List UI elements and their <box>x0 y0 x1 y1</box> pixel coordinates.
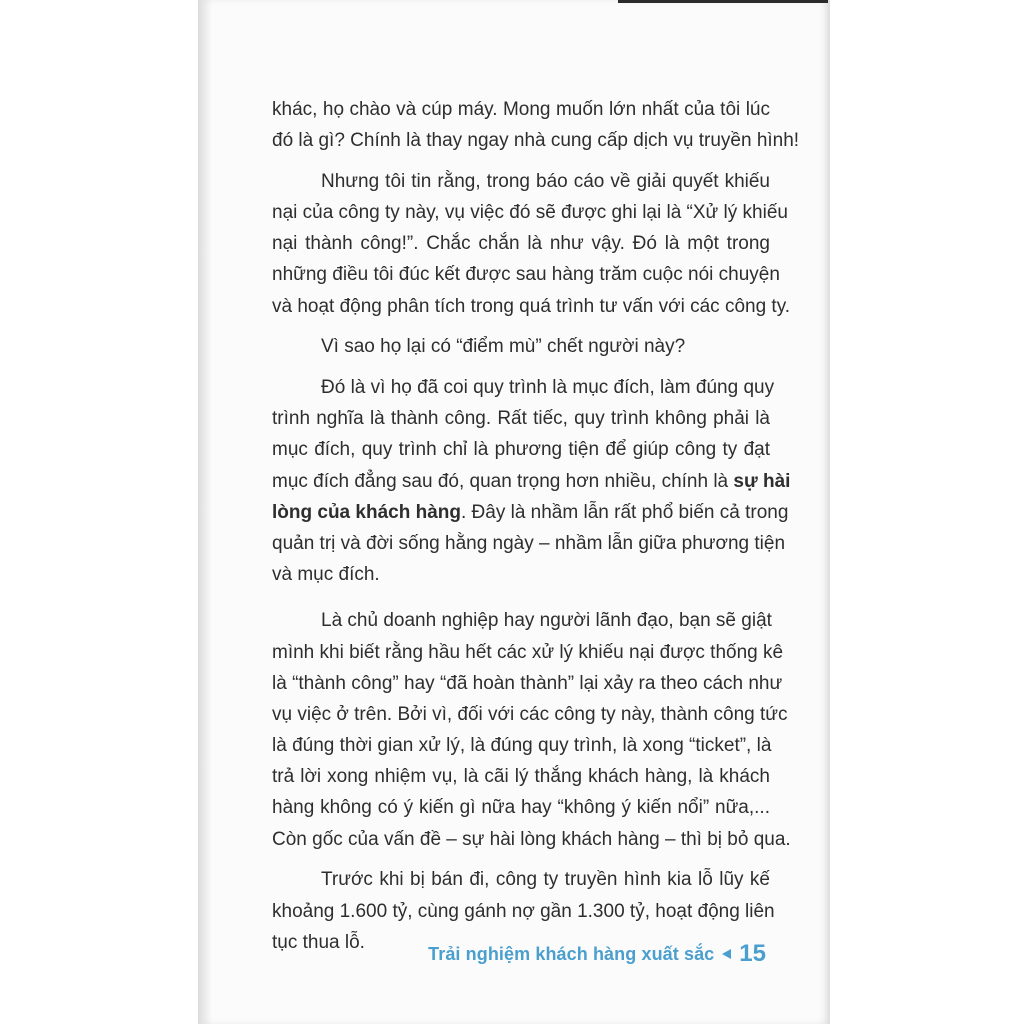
text-line: mục đích, quy trình chỉ là phương tiện để giúp công ty đạt <box>272 439 770 461</box>
book-title: Trải nghiệm khách hàng xuất sắc <box>428 943 715 964</box>
text-line: Còn gốc của vấn đề – sự hài lòng khách hàng – thì bị bỏ qua. <box>272 828 791 850</box>
next-page-edge <box>618 0 828 3</box>
text-line <box>272 497 789 528</box>
text-line: nại thành công!”. Chắc chắn là như vậy. Đó là một trong <box>272 233 770 255</box>
text-line: trả lời xong nhiệm vụ, là cãi lý thắng khách hàng, là khách <box>272 766 770 788</box>
text-line: Vì sao họ lại có “điểm mù” chết người này? <box>321 336 686 358</box>
text-line: những điều tôi đúc kết được sau hàng trăm cuộc nói chuyện <box>272 264 780 286</box>
text-line: là “thành công” hay “đã hoàn thành” lại xảy ra theo cách như <box>272 672 783 694</box>
text-line: tục thua lỗ. <box>272 931 365 953</box>
emphasis-text: lòng của khách hàng <box>272 501 461 523</box>
text-line: quản trị và đời sống hằng ngày – nhầm lẫn giữa phương tiện <box>272 532 786 554</box>
text-segment: . Đây là nhầm lẫn rất phổ biến cả trong <box>460 501 789 523</box>
text-line: khác, họ chào và cúp máy. Mong muốn lớn nhất của tôi lúc <box>272 99 770 120</box>
text-line: Đó là vì họ đã coi quy trình là mục đích, làm đúng quy <box>321 377 775 398</box>
text-line: vụ việc ở trên. Bởi vì, đối với các công ty này, thành công tức <box>272 703 788 725</box>
text-line: đó là gì? Chính là thay ngay nhà cung cấp dịch vụ truyền hình! <box>272 130 800 152</box>
text-line: và mục đích. <box>272 564 380 586</box>
text-segment: mục đích đẳng sau đó, quan trọng hơn nhiều, chính là <box>272 470 729 492</box>
text-line: là đúng thời gian xử lý, là đúng quy trình, là xong “ticket”, là <box>272 735 772 757</box>
text-line: và hoạt động phân tích trong quá trình tư vấn với các công ty. <box>272 295 791 317</box>
text-line: Là chủ doanh nghiệp hay người lãnh đạo, bạn sẽ giật <box>321 610 772 632</box>
text-line: nại của công ty này, vụ việc đó sẽ được ghi lại là “Xử lý khiếu <box>272 202 788 224</box>
page-number: 15 <box>739 940 766 967</box>
text-line: trình nghĩa là thành công. Rất tiếc, quy trình không phải là <box>272 408 770 430</box>
body-text <box>272 94 800 958</box>
text-line <box>272 466 791 497</box>
text-line: mình khi biết rằng hầu hết các xử lý khiếu nại được thống kê <box>272 641 784 663</box>
text-line: Trước khi bị bán đi, công ty truyền hình kia lỗ lũy kế <box>321 869 770 891</box>
triangle-left-icon <box>722 949 731 959</box>
emphasis-text: sự hài <box>733 470 791 492</box>
text-line: Nhưng tôi tin rằng, trong báo cáo về giải quyết khiếu <box>321 170 770 192</box>
text-line: khoảng 1.600 tỷ, cùng gánh nợ gần 1.300 tỷ, hoạt động liên <box>272 900 775 922</box>
page-gutter-shadow <box>198 0 212 1024</box>
text-line: hàng không có ý kiến gì nữa hay “không ý kiến nổi” nữa,... <box>272 797 770 819</box>
running-footer <box>428 940 766 968</box>
